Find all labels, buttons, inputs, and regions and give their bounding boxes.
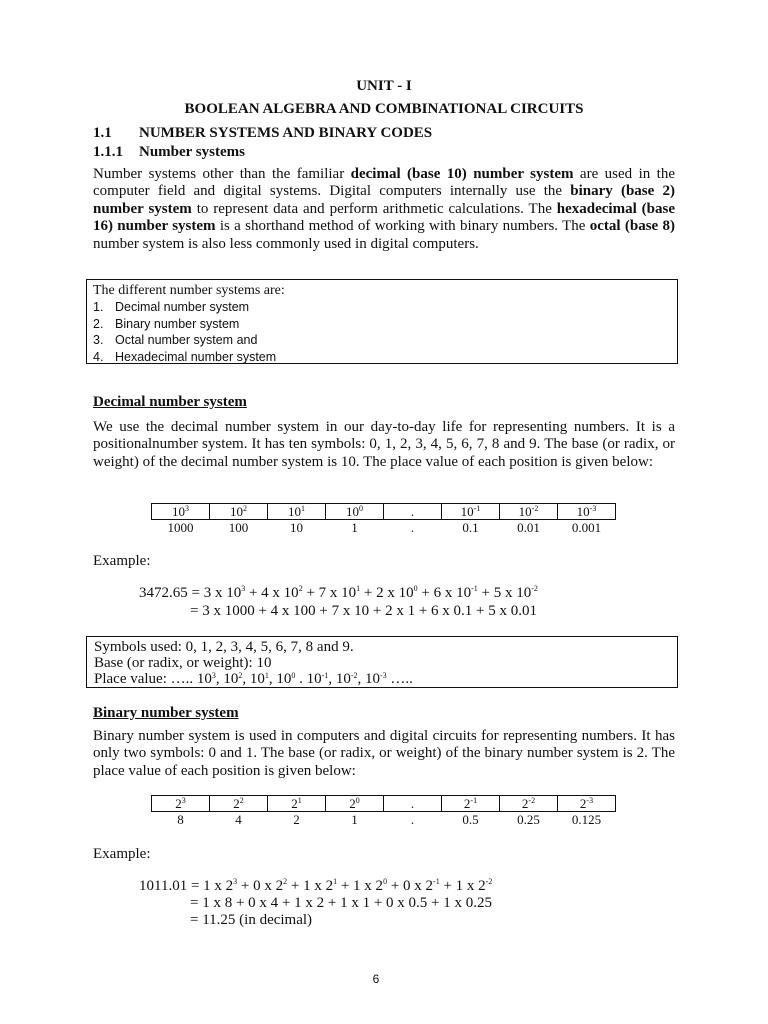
table-cell: $2^1$ [268, 796, 326, 812]
table-cell: 1 [351, 811, 358, 827]
table-cell: $2^3$ [152, 796, 210, 812]
decimal-paragraph: We use the decimal number system in our day-to-day life for representing numbers. It is a positionalnumber system. It has ten symbols: 0, 1, 2, 3, 4, 5, 6, 7, 8 and 9. The base (or radix, or weight) of the decimal number system is 10. The place value of each position is given below: [93, 419, 675, 470]
table-cell: $2^{-1}$ [442, 796, 500, 812]
table-cell: 0.01 [517, 519, 540, 535]
table-cell: . [384, 796, 442, 812]
table-cell: $10^0$ [326, 504, 384, 520]
table-cell: $2^0$ [326, 796, 384, 812]
page-number: 6 [372, 972, 380, 986]
table-cell: 10 [290, 519, 303, 535]
table-cell: $10^{-1}$ [442, 504, 500, 520]
table-cell: $10^{-2}$ [500, 504, 558, 520]
binary-paragraph: Binary number system is used in computers and digital circuits for representing numbers. It has only two symbols: 0 and 1. The base (or radix, or weight) of the binary number system is 2. The place value of each position is given below: [93, 728, 675, 779]
table-cell: 2 [293, 811, 300, 827]
decimal-place-value-table [151, 503, 616, 535]
number-systems-list-box [86, 279, 678, 364]
decimal-example-line-2: = 3 x 1000 + 4 x 100 + 7 x 10 + 2 x 1 + 6 x 0.1 + 5 x 0.01 [190, 603, 538, 619]
table-cell: $2^2$ [210, 796, 268, 812]
table-cell: 0.25 [517, 811, 540, 827]
subsection-number: 1.1.1 [93, 144, 123, 160]
binary-example-line-2: = 1 x 8 + 0 x 4 + 1 x 2 + 1 x 1 + 0 x 0.5 + 1 x 0.25 [190, 895, 493, 911]
decimal-example-line-1: 3472.65 = 3 x $10^3 + 4$ x $10^2 + 7$ x $10^1 + 2$ x $10^0 + 6$ x $10^{-1} + 5$ x $10^{-2}$ [139, 584, 538, 601]
decimal-example-label: Example: [93, 553, 151, 569]
binary-example-label: Example: [93, 846, 151, 862]
table-cell: 4 [235, 811, 242, 827]
table-cell: 1000 [167, 519, 194, 535]
table-cell: $10^2$ [210, 504, 268, 520]
table-cell: 1 [351, 519, 358, 535]
table-cell: 0.1 [462, 519, 479, 535]
table-cell: 0.125 [571, 811, 602, 827]
binary-example-line-3: = 11.25 (in decimal) [190, 912, 313, 928]
table-cell: $10^1$ [268, 504, 326, 520]
unit-heading: UNIT - I [356, 78, 412, 94]
table-cell: 100 [228, 519, 249, 535]
table-cell: . [384, 504, 442, 520]
table-cell: 0.001 [571, 519, 602, 535]
intro-paragraph: Number systems other than the familiar decimal (base 10) number system are used in the computer field and digital systems. Digital computers internally use the binary (base 2) number system to represent data and perform arithmetic calculations. The hexadecimal (base 16) number system is a shorthand method of working with binary numbers. The octal (base 8) number system is also less commonly used in digital computers. [93, 166, 675, 252]
binary-example-line-1: 1011.01 = 1 x $2^3 + 0$ x $2^2 + 1$ x $2^1 + 1$ x $2^0 + 0$ x $2^{-1} + 1$ x $2^{-2}$ [139, 877, 493, 894]
binary-place-value-table [151, 795, 616, 827]
list-item: 2. Binary number system [93, 316, 240, 331]
table-cell: 0.5 [462, 811, 479, 827]
section-title: NUMBER SYSTEMS AND BINARY CODES [139, 125, 433, 141]
section-number: 1.1 [93, 125, 112, 141]
table-cell: 8 [177, 811, 184, 827]
table-cell: $2^{-2}$ [500, 796, 558, 812]
list-heading: The different number systems are: [93, 283, 285, 298]
table-cell: . [410, 811, 415, 827]
table-cell: $10^{-3}$ [558, 504, 616, 520]
symbols-used: Symbols used: 0, 1, 2, 3, 4, 5, 6, 7, 8 and 9. [94, 639, 354, 655]
table-cell: . [410, 519, 415, 535]
number-systems-list [93, 299, 671, 365]
chapter-title: BOOLEAN ALGEBRA AND COMBINATIONAL CIRCUITS [184, 101, 584, 117]
binary-heading: Binary number system [93, 705, 239, 721]
decimal-heading: Decimal number system [93, 394, 247, 410]
table-cell: $2^{-3}$ [558, 796, 616, 812]
table-cell: $10^3$ [152, 504, 210, 520]
place-value: Place value: ….. $10^3$, $10^2$, $10^1$, $10^0$ . $10^{-1}$, $10^{-2}$, $10^{-3}$ ….. [94, 671, 413, 687]
list-item: 4. Hexadecimal number system [93, 349, 277, 364]
list-item: 3. Octal number system and [93, 333, 258, 347]
decimal-summary-box [86, 636, 678, 688]
base-info: Base (or radix, or weight): 10 [94, 655, 272, 671]
subsection-title: Number systems [139, 144, 245, 160]
list-item: 1. Decimal number system [93, 300, 250, 314]
